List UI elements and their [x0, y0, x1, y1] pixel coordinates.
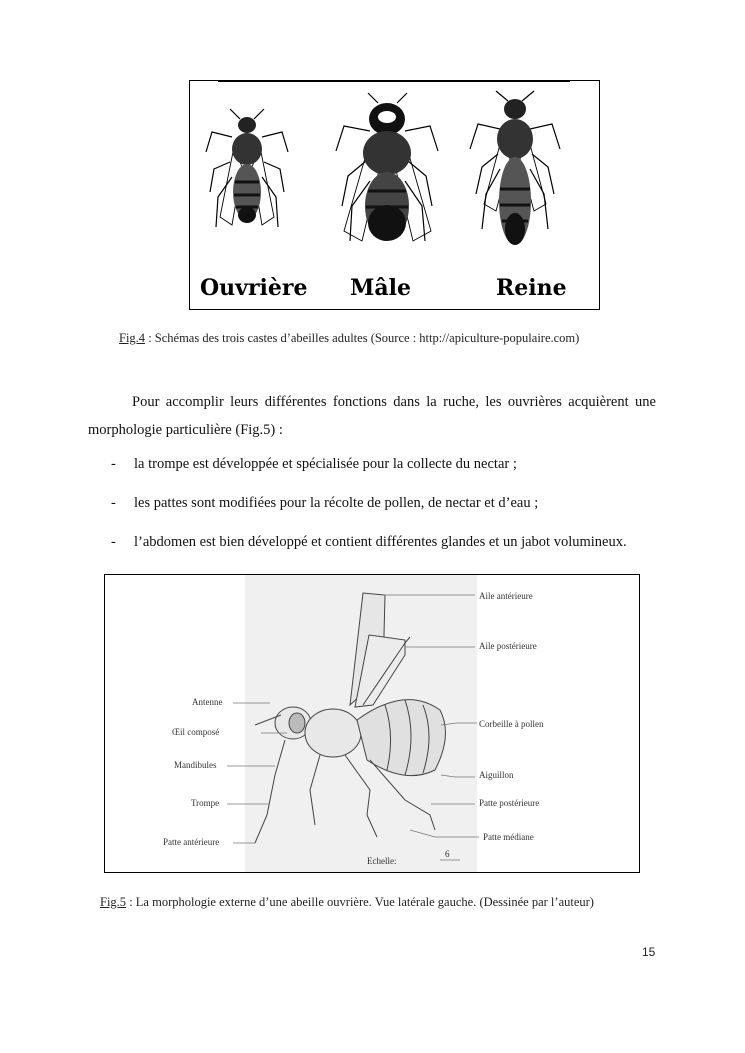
figure-4-top-rule: [218, 80, 570, 82]
label-patte-posterieure: Patte postérieure: [479, 798, 540, 808]
caste-label-worker: Ouvrière: [200, 275, 308, 301]
figure-4-caption-ref: Fig.4: [119, 331, 146, 345]
label-echelle: Echelle:: [367, 856, 397, 866]
label-patte-anterieure: Patte antérieure: [163, 837, 220, 847]
label-aile-anterieure: Aile antérieure: [479, 591, 533, 601]
figure-5-caption-ref: Fig.5: [100, 895, 127, 909]
figure-4-caption: [119, 331, 579, 346]
bullet-item-1: la trompe est développée et spécialisée pour la collecte du nectar ;: [134, 456, 517, 472]
worker-bee-illustration: [202, 107, 292, 257]
label-trompe: Trompe: [191, 798, 220, 808]
label-patte-mediane: Patte médiane: [483, 832, 534, 842]
label-antenne: Antenne: [192, 697, 223, 707]
label-oeil-compose: Œil composé: [172, 727, 220, 737]
label-aile-posterieure: Aile postérieure: [479, 641, 537, 651]
queen-bee-illustration: [460, 89, 570, 259]
drone-bee-illustration: [330, 91, 445, 261]
figure-4-caption-text: : Schémas des trois castes d’abeilles adultes (Source : http://apiculture-populaire.com): [145, 331, 580, 345]
label-aiguillon: Aiguillon: [479, 770, 514, 780]
figure-5-caption-text: : La morphologie externe d’une abeille ouvrière. Vue latérale gauche. (Dessinée par l’auteur): [126, 895, 594, 909]
figure-4: [189, 80, 600, 310]
figure-5: [104, 574, 640, 873]
bullet-marker-3: -: [111, 534, 116, 550]
label-corbeille-pollen: Corbeille à pollen: [479, 719, 544, 729]
body-paragraph: Pour accomplir leurs différentes fonctions dans la ruche, les ouvrières acquièrent une morphologie particulière (Fig.5) :: [88, 394, 656, 438]
bullet-item-3: l’abdomen est bien développé et contient différentes glandes et un jabot volumineux.: [134, 534, 627, 550]
bullet-marker-1: -: [111, 456, 116, 472]
figure-5-caption: [100, 895, 594, 910]
label-echelle-value: 6: [445, 849, 450, 859]
caste-label-queen: Reine: [496, 275, 567, 301]
page-number: 15: [642, 945, 656, 959]
bee-morphology-drawing: [105, 575, 639, 872]
caste-label-drone: Mâle: [350, 275, 411, 301]
label-mandibules: Mandibules: [174, 760, 217, 770]
bullet-item-2: les pattes sont modifiées pour la récolte de pollen, de nectar et d’eau ;: [134, 495, 539, 511]
bullet-marker-2: -: [111, 495, 116, 511]
